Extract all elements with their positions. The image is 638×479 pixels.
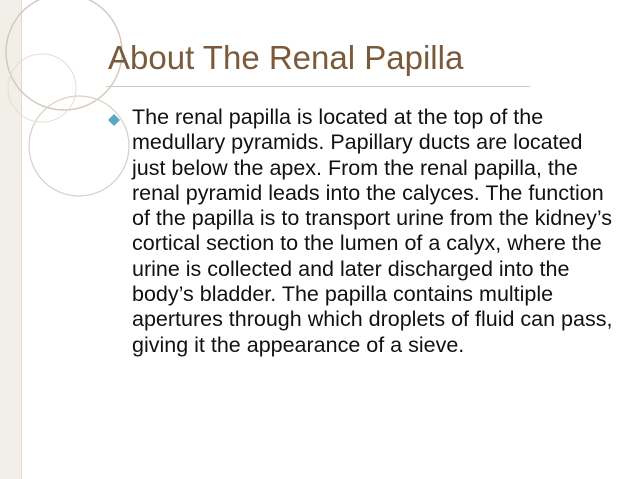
bullet-list [108,105,613,358]
slide-title: About The Renal Papilla [108,39,464,76]
title-divider [106,86,530,87]
bullet-text: The renal papilla is located at the top of the medullary pyramids. Papillary ducts are located just below the apex. From the renal papilla, the renal pyramid leads into the calyces. The function of the papilla is to transport urine from the kidney’s cortical section to the lumen of a calyx, where the urine is collected and later discharged into the body’s bladder. The papilla contains multiple apertures through which droplets of fluid can pass, giving it the appearance of a sieve. [132,105,613,357]
diamond-bullet-icon [108,114,120,126]
list-item [108,105,613,358]
